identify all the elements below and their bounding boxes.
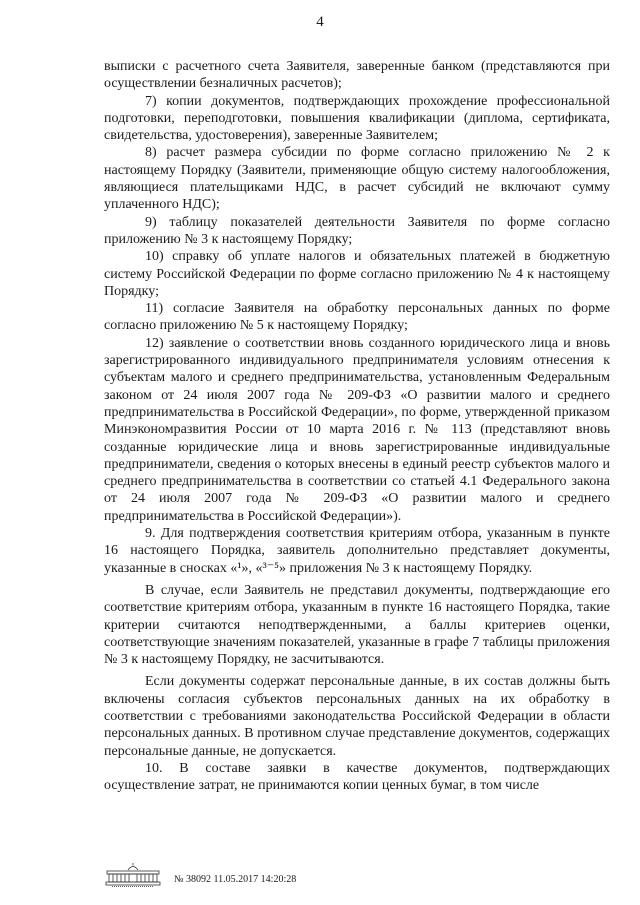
document-registration-stamp: № 38092 11.05.2017 14:20:28 <box>174 874 297 885</box>
paragraph-4: 9) таблицу показателей деятельности Заявителя по форме согласно приложению № 3 к настоящему Порядку; <box>104 214 610 247</box>
paragraph-1: выписки с расчетного счета Заявителя, заверенные банком (представляются при осуществлении безналичных расчетов); <box>104 59 610 92</box>
building-emblem-icon <box>104 862 162 888</box>
paragraph-7: 12) заявление о соответствии вновь созданного юридического лица и вновь зарегистрированного индивидуального предпринимателя условиям отнесения к субъектам малого и среднего предпринимательства, установленным Федеральным законом от 24 июля 2007 года № 209-ФЗ «О развитии малого и среднего предпринимательства в Российской Федерации», по форме, утвержденной приказом Минэкономразвития России от 10 марта 2016 г. № 113 (представляют вновь созданные юридические лица и вновь зарегистрированные индивидуальные предприниматели, сведения о которых внесены в единый реестр субъектов малого и среднего предпринимательства в соответствии со статьей 4.1 Федерального закона от 24 июля 2007 года № 209-ФЗ «О развитии малого и среднего предпринимательства в Российской Федерации»). <box>104 335 610 524</box>
page-number: 4 <box>316 14 324 30</box>
paragraph-8: 9. Для подтверждения соответствия критериям отбора, указанным в пункте 16 настоящего Порядка, заявитель дополнительно представляет документы, указанные в сносках «¹», «³⁻⁵» приложения № 3 к настоящему Порядку. <box>104 526 610 576</box>
paragraph-6: 11) согласие Заявителя на обработку персональных данных по форме согласно приложению № 5 к настоящему Порядку; <box>104 301 610 334</box>
document-body <box>104 58 610 794</box>
paragraph-9: В случае, если Заявитель не представил документы, подтверждающие его соответствие критериям отбора, указанным в пункте 16 настоящего Порядка, такие критерии считаются неподтвержденными, а баллы критериев оценки, соответствующие значениям показателей, указанные в графе 7 таблицы приложения № 3 к настоящему Порядку, не засчитываются. <box>104 582 610 668</box>
paragraph-3: 8) расчет размера субсидии по форме согласно приложению № 2 к настоящему Порядку (Заявители, применяющие общую систему налогообложения, являющиеся плательщиками НДС, в расчет субсидий не включают сумму уплаченного НДС); <box>104 145 610 213</box>
paragraph-5: 10) справку об уплате налогов и обязательных платежей в бюджетную систему Российской Федерации по форме согласно приложению № 4 к настоящему Порядку; <box>104 249 610 299</box>
paragraph-2: 7) копии документов, подтверждающих прохождение профессиональной подготовки, переподготовки, повышения квалификации (диплома, сертификата, свидетельства, удостоверения), заверенные Заявителем; <box>104 93 610 144</box>
paragraph-10: Если документы содержат персональные данные, в их состав должны быть включены согласия субъектов персональных данных на их обработку в соответствии с требованиями законодательства Российской Федерации в области персональных данных. В противном случае представление документов, содержащих персональные данные, не допускается. <box>104 674 611 759</box>
paragraph-11: 10. В составе заявки в качестве документов, подтверждающих осуществление затрат, не принимаются копии ценных бумаг, в том числе <box>104 760 610 794</box>
page-footer <box>104 862 504 892</box>
